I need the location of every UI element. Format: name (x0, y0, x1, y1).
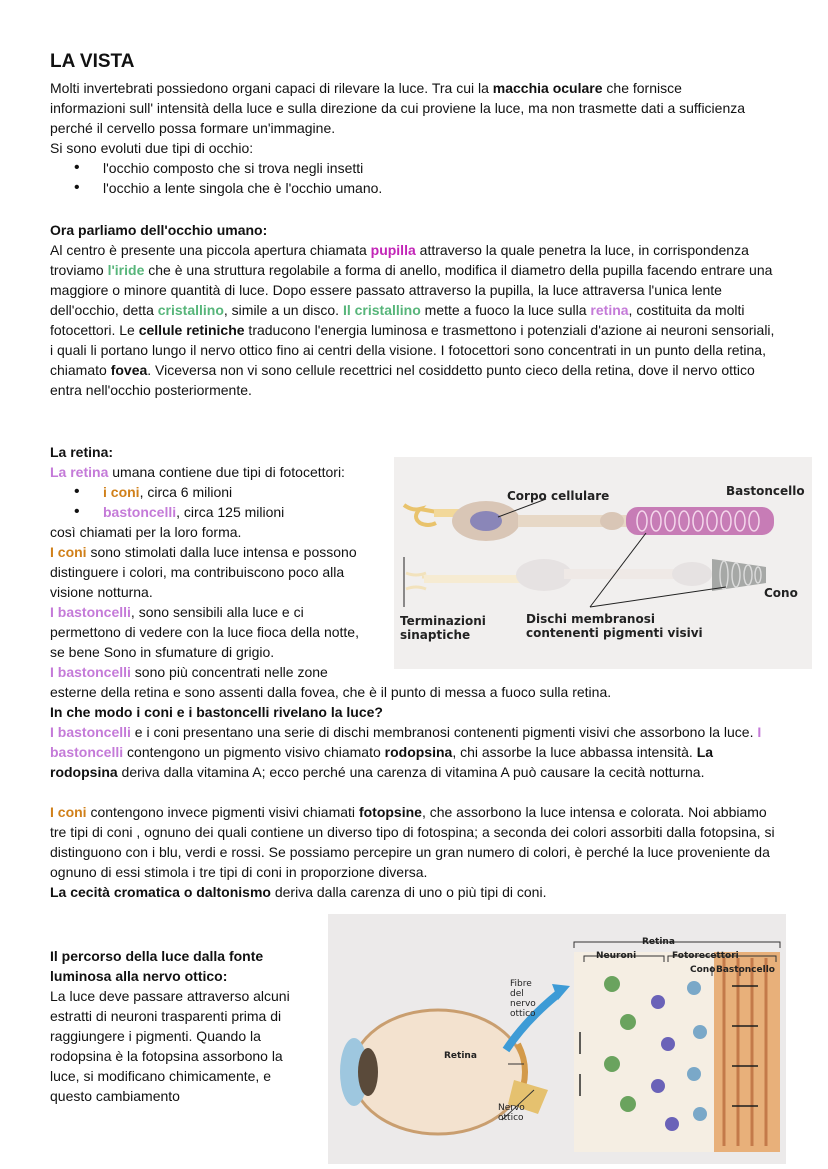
label-terminazioni: Terminazioni (400, 614, 486, 628)
list-item: • i coni, circa 6 milioni (50, 482, 284, 502)
label-cono: Cono (764, 586, 798, 600)
intro-paragraph (50, 78, 750, 138)
label-ottico: ottico (510, 1009, 536, 1019)
label-nervo-ottico-2: ottico (498, 1113, 524, 1123)
keyword-iride: l'iride (107, 262, 145, 278)
photoreceptor-illustration (394, 457, 812, 669)
retina-intro: La retina umana contiene due tipi di fotocettori: (50, 464, 345, 480)
photoreceptor-list (50, 482, 284, 522)
fovea-note: esterne della retina e sono assenti dalla fovea, che è il punto di messa a fuoco sulla retina. (50, 684, 612, 700)
list-item: • l'occhio a lente singola che è l'occhio umano. (50, 178, 382, 198)
label-fotorecettori: Fotorecettori (672, 951, 739, 961)
section-heading-detection: In che modo i coni e i bastoncelli rivelano la luce? (50, 704, 383, 720)
keyword-macchia-oculare: macchia oculare (492, 80, 603, 96)
keyword-cristallino: cristallino (157, 302, 224, 318)
label-retina-eye: Retina (444, 1051, 477, 1061)
label-bastoncello: Bastoncello (726, 484, 805, 498)
fotopsine-paragraph: I coni contengono invece pigmenti visivi chiamati fotopsine, che assorbono la luce intensa e colorata. Noi abbiamo tre tipi di coni , ognuno dei quali contiene un diverso tipo di fotospina; a seconda dei colori assorbiti dalla fotopsina, si distinguono con i blu, verdi e rossi. Se possiamo percepire un gran numero di colori, è perché la luce proveniente da ognuno di essi stimola i tre tipi di coni in proporzione diversa. (50, 804, 775, 880)
keyword-fovea: fovea (110, 362, 148, 378)
keyword-cellule-retiniche: cellule retiniche (138, 322, 245, 338)
label-cono: Cono (690, 965, 716, 975)
retina-illustration (328, 914, 786, 1164)
keyword-il-cristallino: Il cristallino (342, 302, 421, 318)
label-nervo: nervo (510, 999, 536, 1009)
retina-shape-note: così chiamati per la loro forma. (50, 524, 242, 540)
page-title: LA VISTA (50, 51, 135, 72)
label-bastoncello: Bastoncello (716, 965, 775, 975)
intro-types: Si sono evoluti due tipi di occhio: (50, 140, 254, 156)
eye-types-list (50, 158, 382, 198)
bastoncelli-paragraph: I bastoncelli, sono sensibili alla luce e ci permettono di vedere con la luce fioca della notte, se bene Sono in sfumature di grigio. (50, 604, 359, 660)
keyword-pupilla: pupilla (370, 242, 416, 258)
daltonismo-paragraph: La cecità cromatica o daltonismo deriva dalla carenza di uno o più tipi di coni. (50, 884, 547, 900)
list-item: • l'occhio composto che si trova negli insetti (50, 158, 382, 178)
section-heading-retina: La retina: (50, 444, 114, 460)
label-fibre: Fibre (510, 979, 532, 989)
human-eye-paragraph: Al centro è presente una piccola apertura chiamata pupilla attraverso la quale penetra la luce, in corrispondenza troviamo l'iride che è una struttura regolabile a forma di anello, modifica il diametro della pupilla facendo entrare una maggiore o minore quantità di luce. Dopo essere passato attraverso la pupilla, la luce attraversa l'unica lente dell'occhio, detta cristallino, simile a un disco. Il cristallino mette a fuoco la luce sulla retina, costituita da molti fotocettori. Le cellule retiniche traducono l'energia luminosa e trasmettono i potenziali d'azione ai neuroni sensoriali, i quali li portano lungo il nervo ottico fino ai centri della visione. I fotocettori sono concentrati in un punto della retina, chiamato fovea. Viceversa non vi sono cellule recettrici nel cosiddetto punto cieco della retina, dove il nervo ottico entra nell'occhio posteriormente. (50, 242, 775, 398)
path-paragraph: La luce deve passare attraverso alcuni estratti di neuroni trasparenti prima di raggiungere i pigmenti. Quando la rodopsina è la fotopsina assorbono la luce, si modificano chimicamente, e questo cambiamento (50, 988, 290, 1104)
section-heading-human-eye: Ora parliamo dell'occhio umano: (50, 222, 268, 238)
keyword-retina: retina (590, 302, 629, 318)
label-nervo-ottico-1: Nervo (498, 1103, 525, 1113)
retina-light-path-diagram (328, 914, 786, 1164)
label-dischi-membranosi: Dischi membranosi (526, 612, 655, 626)
section-heading-path: Il percorso della luce dalla fonte luminosa alla nervo ottico: (50, 948, 264, 984)
label-neuroni: Neuroni (596, 951, 637, 961)
label-del: del (510, 989, 524, 999)
detection-paragraph: I bastoncelli e i coni presentano una serie di dischi membranosi contenenti pigmenti visivi che assorbono la luce. I bastoncelli contengono un pigmento visivo chiamato rodopsina, chi assorbe la luce abbassa intensità. La rodopsina deriva dalla vitamina A; ecco perché una carenza di vitamina A può causare la cecità notturna. (50, 724, 762, 780)
coni-paragraph: I coni sono stimolati dalla luce intensa e possono distinguere i colori, ma contribuiscono poco alla visione notturna. (50, 544, 357, 600)
label-retina-top: Retina (642, 937, 675, 947)
intro-text: Molti invertebrati possiedono organi capaci di rilevare la luce. Tra cui la (50, 80, 493, 96)
bastoncelli-zone: I bastoncelli sono più concentrati nelle zone (50, 664, 328, 680)
photoreceptor-diagram (394, 457, 812, 669)
intro-text: che fornisce informazioni sull' intensità della luce e sulla direzione da cui proviene la luce, ma non trasmette dati a sufficienza perché il cervello possa formare un'immagine. (50, 80, 746, 136)
list-item: • bastoncelli, circa 125 milioni (50, 502, 284, 522)
label-pigmenti-visivi: contenenti pigmenti visivi (526, 626, 703, 640)
label-sinaptiche: sinaptiche (400, 628, 471, 642)
label-corpo-cellulare: Corpo cellulare (507, 489, 610, 503)
